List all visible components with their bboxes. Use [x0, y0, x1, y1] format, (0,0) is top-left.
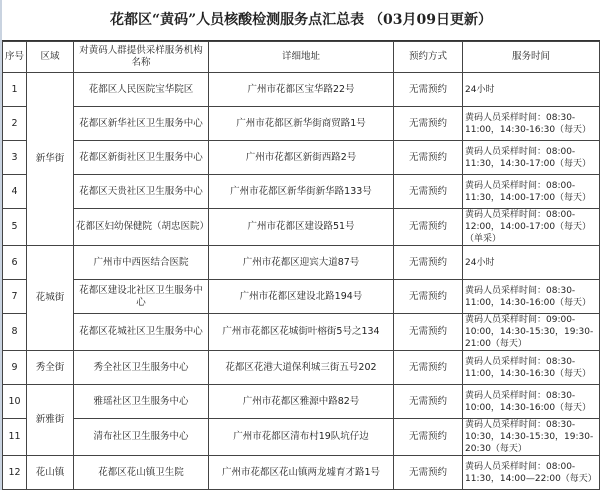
table-row	[3, 351, 600, 385]
cell-service-time: 黄码人员采样时间：08:00-11:30，14:30-17:00（每天）	[463, 141, 600, 175]
service-points-table	[2, 41, 600, 490]
cell-no: 3	[3, 141, 27, 175]
cell-institution: 花都区人民医院宝华院区	[74, 73, 209, 107]
cell-service-time: 黄码人员采样时间：08:00-11:30，14:00—22:00（每天）	[463, 456, 600, 490]
cell-address: 广州市花都区迎宾大道87号	[209, 246, 394, 280]
cell-region: 花城街	[27, 246, 74, 351]
cell-booking: 无需预约	[394, 314, 463, 351]
cell-institution: 花都区新街社区卫生服务中心	[74, 141, 209, 175]
cell-address: 广州市花都区新街西路2号	[209, 141, 394, 175]
cell-service-time: 黄码人员采样时间：08:00-12:00，14:00-17:00（每天）（单采）	[463, 209, 600, 246]
cell-institution: 清布社区卫生服务中心	[74, 419, 209, 456]
header-booking: 预约方式	[394, 42, 463, 73]
cell-service-time: 黄码人员采样时间：08:30-10:30，14:30-15:30，19:30-20:30（每天）	[463, 419, 600, 456]
cell-service-time: 黄码人员采样时间：08:30-10:00，14:30-16:00（每天）	[463, 385, 600, 419]
cell-address: 广州市花都区建设路51号	[209, 209, 394, 246]
cell-no: 4	[3, 175, 27, 209]
cell-address: 广州市花都区新华街新华路133号	[209, 175, 394, 209]
cell-address: 广州市花都区花城街叶榕街5号之134	[209, 314, 394, 351]
cell-no: 9	[3, 351, 27, 385]
cell-booking: 无需预约	[394, 141, 463, 175]
cell-address: 广州市花都区新华街商贸路1号	[209, 107, 394, 141]
cell-institution: 花都区天贵社区卫生服务中心	[74, 175, 209, 209]
cell-no: 5	[3, 209, 27, 246]
cell-institution: 广州市中西医结合医院	[74, 246, 209, 280]
cell-service-time: 黄码人员采样时间：08:30-11:00，14:30-16:30（每天）	[463, 107, 600, 141]
cell-address: 广州市花都区宝华路22号	[209, 73, 394, 107]
table-row	[3, 280, 600, 314]
cell-no: 2	[3, 107, 27, 141]
table-row	[3, 209, 600, 246]
cell-service-time: 24小时	[463, 73, 600, 107]
cell-booking: 无需预约	[394, 456, 463, 490]
cell-booking: 无需预约	[394, 107, 463, 141]
cell-region: 秀全街	[27, 351, 74, 385]
cell-booking: 无需预约	[394, 419, 463, 456]
cell-service-time: 黄码人员采样时间：08:30-11:00，14:30-16:30（每天）	[463, 351, 600, 385]
cell-no: 8	[3, 314, 27, 351]
header-time: 服务时间	[463, 42, 600, 73]
cell-booking: 无需预约	[394, 246, 463, 280]
cell-address: 花都区花港大道保利城三街五号202	[209, 351, 394, 385]
cell-no: 1	[3, 73, 27, 107]
cell-booking: 无需预约	[394, 385, 463, 419]
table-row	[3, 456, 600, 490]
cell-institution: 花都区建设北社区卫生服务中心	[74, 280, 209, 314]
cell-region: 花山镇	[27, 456, 74, 490]
table-row	[3, 314, 600, 351]
cell-no: 10	[3, 385, 27, 419]
header-address: 详细地址	[209, 42, 394, 73]
cell-address: 广州市花都区花山镇两龙墟育才路1号	[209, 456, 394, 490]
cell-address: 广州市花都区建设北路194号	[209, 280, 394, 314]
cell-institution: 雅瑶社区卫生服务中心	[74, 385, 209, 419]
cell-service-time: 24小时	[463, 246, 600, 280]
cell-no: 7	[3, 280, 27, 314]
cell-booking: 无需预约	[394, 209, 463, 246]
table-row	[3, 175, 600, 209]
cell-service-time: 黄码人员采样时间：08:00-11:30，14:00-17:00（每天）	[463, 175, 600, 209]
cell-no: 12	[3, 456, 27, 490]
table-row	[3, 246, 600, 280]
cell-no: 11	[3, 419, 27, 456]
cell-booking: 无需预约	[394, 280, 463, 314]
cell-service-time: 黄码人员采样时间：09:00-10:00，14:30-15:30，19:30-21:00（每天）	[463, 314, 600, 351]
cell-institution: 花都区新华社区卫生服务中心	[74, 107, 209, 141]
cell-no: 6	[3, 246, 27, 280]
table-row	[3, 107, 600, 141]
header-row	[3, 42, 600, 73]
cell-address: 广州市花都区雅源中路82号	[209, 385, 394, 419]
cell-institution: 花都区妇幼保健院（胡忠医院）	[74, 209, 209, 246]
cell-region: 新华街	[27, 73, 74, 246]
table-row	[3, 419, 600, 456]
table-row	[3, 385, 600, 419]
cell-booking: 无需预约	[394, 175, 463, 209]
cell-institution: 花都区花城社区卫生服务中心	[74, 314, 209, 351]
cell-institution: 花都区花山镇卫生院	[74, 456, 209, 490]
cell-booking: 无需预约	[394, 351, 463, 385]
cell-address: 广州市花都区清布村19队坑仔边	[209, 419, 394, 456]
cell-institution: 秀全社区卫生服务中心	[74, 351, 209, 385]
table-row	[3, 141, 600, 175]
header-region: 区域	[27, 42, 74, 73]
document-title: 花都区“黄码”人员核酸检测服务点汇总表 （03月09日更新）	[2, 0, 600, 41]
header-institution: 对黄码人群提供采样服务机构名称	[74, 42, 209, 73]
cell-region: 新雅街	[27, 385, 74, 456]
cell-service-time: 黄码人员采样时间：08:30-11:00，14:30-16:00（每天）	[463, 280, 600, 314]
table-row	[3, 73, 600, 107]
cell-booking: 无需预约	[394, 73, 463, 107]
header-no: 序号	[3, 42, 27, 73]
